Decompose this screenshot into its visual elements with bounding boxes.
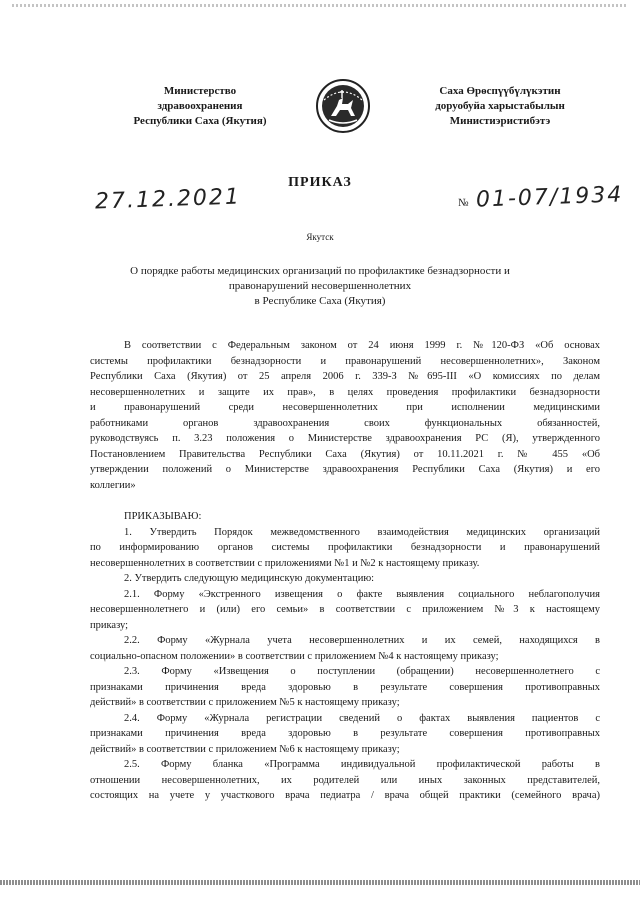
ministry-name-russian: [110, 84, 290, 129]
preamble-line: несовершеннолетних и защите их прав», в целях проведения профилактики безнадзорности: [90, 386, 600, 398]
order-body: [90, 338, 600, 804]
scan-edge-bottom: [0, 880, 640, 885]
subject-line: О порядке работы медицинских организаций по профилактике безнадзорности и: [130, 265, 510, 277]
item-line: 2. Утвердить следующую медицинскую документацию:: [124, 573, 375, 584]
header-line: доруобуйа харыстабылын: [435, 100, 565, 112]
ministry-name-yakut: [400, 84, 600, 129]
preamble-line: и правонарушений среди несовершеннолетних при исполнении медицинскими: [90, 402, 600, 413]
item-line: отношении несовершеннолетних, их родителей или иных законных представителей,: [90, 774, 600, 786]
scan-edge-top: [12, 4, 628, 7]
item-line: признаками причинения вреда здоровью в результате совершения противоправных: [90, 681, 600, 693]
subject-line: в Республике Саха (Якутия): [254, 295, 386, 307]
handwritten-date: 27.12.2021: [94, 184, 242, 215]
header-line: Министиэристибэтэ: [449, 115, 551, 127]
preamble-line: коллегии»: [90, 479, 136, 491]
handwritten-order-number: 01-07/1934: [475, 182, 624, 213]
order-word: ПРИКАЗЫВАЮ:: [124, 511, 202, 522]
preamble-line: Постановлением Правительства Республики Саха (Якутия) от 10.11.2021 г. № 455 «Об: [90, 448, 600, 460]
number-sign: №: [458, 197, 469, 209]
document-title: ПРИКАЗ: [288, 175, 352, 190]
header-line: здравоохранения: [157, 100, 243, 112]
order-subject: [100, 264, 540, 309]
header-line: Республики Саха (Якутия): [133, 115, 267, 127]
subject-line: правонарушений несовершеннолетних: [228, 280, 412, 292]
item-line: состоящих на учете у участкового врача педиатра / врача общей практики (семейного врача): [90, 790, 600, 801]
preamble-line: Республики Саха (Якутия) от 25 апреля 2006 г. 339-З №695-III «О комиссиях по делам: [90, 371, 600, 382]
preamble-line: утверждении положений о Министерстве здравоохранения Республики Саха (Якутия) и его: [90, 464, 600, 475]
header-line: Саха Өрөспүүбүлүкэтин: [439, 85, 561, 97]
item-line: приказу;: [90, 619, 129, 631]
item-line: социально-опасном положении» в соответствии с приложением №4 к настоящему приказу;: [90, 650, 499, 662]
preamble-line: В соответствии с Федеральным законом от 24 июня 1999 г. №120-ФЗ «Об основах: [124, 340, 600, 351]
item-line: 2.5. Форму бланка «Программа индивидуальной профилактической работы в: [124, 759, 600, 770]
item-line: признаками причинения вреда здоровью в результате совершения противоправных: [90, 728, 600, 739]
city-name: Якутск: [306, 232, 334, 242]
coat-of-arms-emblem: [315, 78, 371, 134]
item-line: 2.1. Форму «Экстренного извещения о факте выявления социального неблагополучия: [124, 588, 600, 600]
item-line: несовершеннолетних в соответствии с приложениями №1 и №2 к настоящему приказу.: [90, 557, 480, 569]
preamble-line: работниками органов здравоохранения своих функциональных обязанностей,: [90, 417, 600, 429]
item-line: по информированию органов системы профилактики безнадзорности и правонарушений: [90, 542, 600, 553]
header-line: Министерство: [163, 85, 237, 97]
item-line: действий» в соответствии с приложением №6 к настоящему приказу;: [90, 743, 400, 755]
item-line: действий» в соответствии с приложением №5 к настоящему приказу;: [90, 697, 400, 708]
item-line: 2.3. Форму «Извещения о поступлении (обращении) несовершеннолетнего с: [124, 666, 600, 677]
item-line: 1. Утвердить Порядок межведомственного взаимодействия медицинских организаций: [124, 526, 600, 538]
item-line: 2.4. Форму «Журнала регистрации сведений о фактах выявления пациентов с: [124, 712, 600, 724]
item-line: несовершеннолетнего и (или) его семьи» в соответствии с приложением №3 к настоящему: [90, 604, 600, 615]
item-line: 2.2. Форму «Журнала учета несовершеннолетних и их семей, находящихся в: [124, 635, 600, 646]
preamble-line: системы профилактики безнадзорности и правонарушений несовершеннолетних», Законом: [90, 355, 600, 367]
preamble-line: руководствуясь п. 3.23 положения о Министерстве здравоохранения РС (Я), утвержденного: [90, 433, 600, 444]
